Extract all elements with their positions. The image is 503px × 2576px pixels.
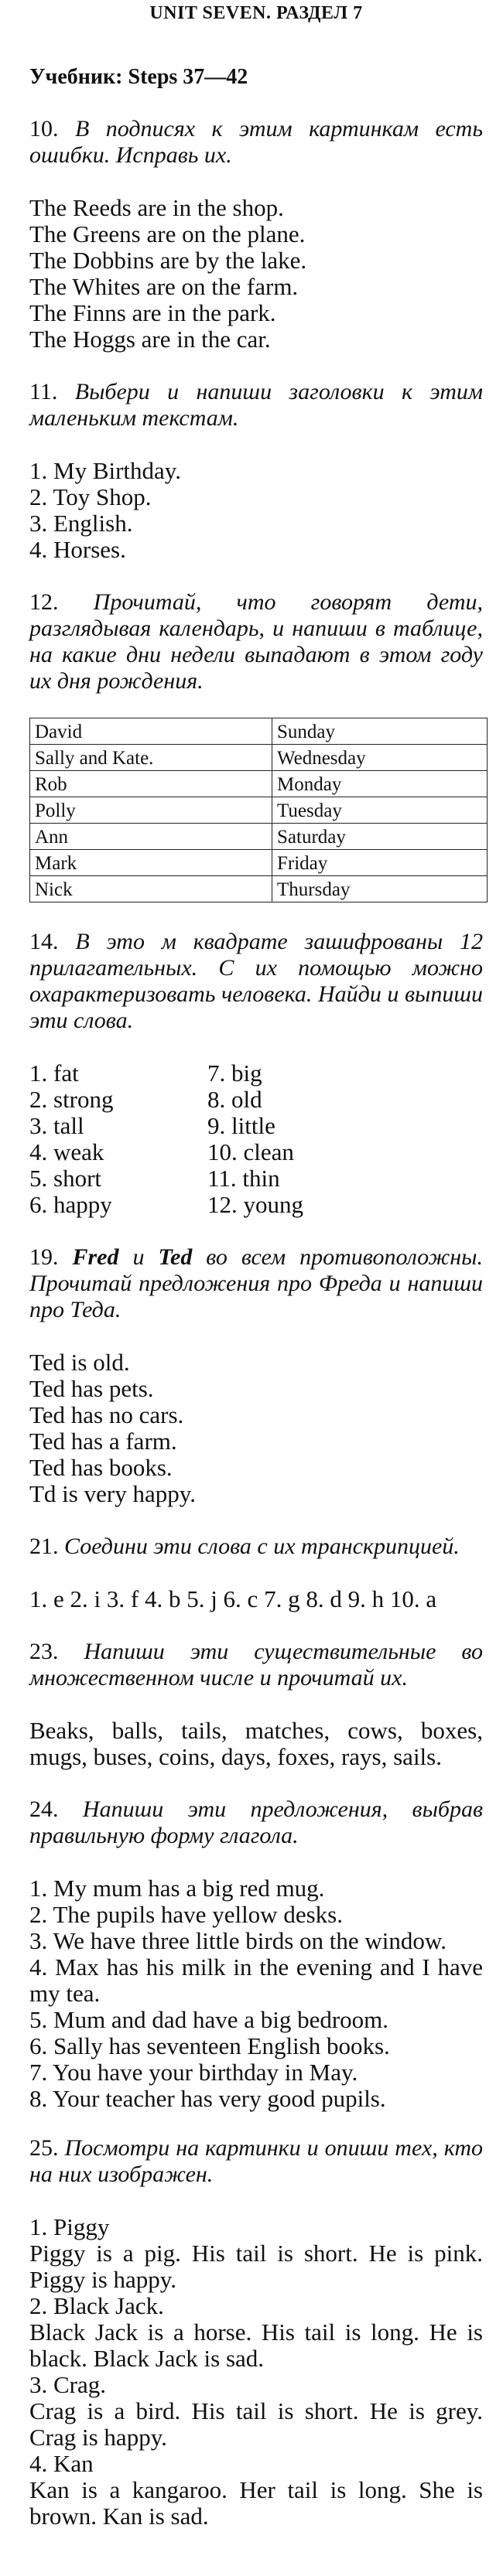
table-cell-day: Thursday <box>272 876 488 902</box>
exercise-19 <box>29 1244 483 1507</box>
exercise-23-answer: Beaks, balls, tails, matches, cows, boxes, mugs, buses, coins, days, foxes, rays, sails. <box>29 1717 483 1770</box>
table-cell-day: Saturday <box>272 824 488 850</box>
answer-line: Ted is old. <box>29 1349 130 1376</box>
answer-line: Piggy is a pig. His tail is short. He is pink. Piggy is happy. <box>29 2240 483 2293</box>
birthday-table <box>29 718 488 902</box>
answer-line: Kan is a kangaroo. Her tail is long. She is brown. Kan is sad. <box>29 2476 483 2530</box>
page-header: UNIT SEVEN. РАЗДЕЛ 7 <box>149 3 363 23</box>
table-row <box>30 824 488 850</box>
exercise-11 <box>29 379 483 563</box>
exercise-25 <box>29 2135 483 2530</box>
exercise-23 <box>29 1639 483 1770</box>
exercise-24 <box>29 1796 483 2112</box>
answer-line: The Whites are on the farm. <box>29 273 299 300</box>
answer-line: The Greens are on the plane. <box>29 220 306 247</box>
answer-line: 1. My Birthday. <box>29 457 182 484</box>
exercise-19-task: 19. Fred и Ted во всем противоположны. Прочитай предложения про Фреда и напиши про Теда. <box>29 1244 483 1322</box>
answer-line: 3. tall <box>29 1112 84 1139</box>
answer-line: 10. clean <box>207 1138 294 1165</box>
answer-line: 7. big <box>207 1059 262 1087</box>
table-cell-name: Polly <box>30 797 272 824</box>
exercise-21 <box>29 1534 483 1612</box>
exercise-24-answers <box>29 1875 483 2112</box>
answer-line: 1. fat <box>29 1059 79 1087</box>
textbook-steps-heading: Учебник: Steps 37—42 <box>29 65 248 89</box>
answer-line: The Finns are in the park. <box>29 299 276 326</box>
adjectives-column-left <box>29 1060 207 1218</box>
answer-line: 2. strong <box>29 1086 114 1113</box>
exercise-12 <box>29 589 483 902</box>
answer-line: 4. Kan <box>29 2450 94 2477</box>
table-cell-day: Tuesday <box>272 797 488 824</box>
answer-line: 7. You have your birthday in May. <box>29 2059 358 2086</box>
table-row <box>30 745 488 771</box>
table-row <box>30 771 488 797</box>
answer-line: Black Jack is a horse. His tail is long. He is black. Black Jack is sad. <box>29 2318 483 2372</box>
table-row <box>30 850 488 876</box>
table-cell-day: Wednesday <box>272 745 488 771</box>
exercise-10-task: 10. В подписях к этим картинкам есть ошибки. Исправь их. <box>29 116 483 168</box>
table-cell-day: Sunday <box>272 718 488 745</box>
table-cell-name: Nick <box>30 876 272 902</box>
table-cell-day: Monday <box>272 771 488 797</box>
answer-line: Crag is a bird. His tail is short. He is grey. Crag is happy. <box>29 2397 483 2451</box>
exercise-11-task: 11. Выбери и напиши заголовки к этим маленьким текстам. <box>29 379 484 431</box>
table-cell-day: Friday <box>272 850 488 876</box>
answer-line: 4. Horses. <box>29 536 126 563</box>
answer-line: 8. old <box>207 1086 262 1113</box>
table-cell-name: David <box>30 718 272 745</box>
answer-line: The Dobbins are by the lake. <box>29 247 307 274</box>
answer-line: 3. English. <box>29 510 133 537</box>
answer-line: 4. weak <box>29 1138 104 1165</box>
exercise-14 <box>29 929 483 1218</box>
answer-line: 2. The pupils have yellow desks. <box>29 1901 343 1928</box>
answer-line: Ted has pets. <box>29 1375 154 1402</box>
table-row <box>30 876 488 902</box>
exercise-25-answers <box>29 2214 483 2530</box>
answer-line: 1. My mum has a big red mug. <box>29 1875 325 1902</box>
table-row <box>30 797 488 824</box>
answer-line: 3. We have three little birds on the window. <box>29 1927 447 1954</box>
exercise-12-task: 12. Прочитай, что говорят дети, разглядывая календарь, и напиши в таблице, на какие дни недели выпадают в этом году их дня рождения. <box>29 589 483 694</box>
table-cell-name: Sally and Kate. <box>30 745 272 771</box>
table-cell-name: Ann <box>30 824 272 850</box>
exercise-10 <box>29 116 483 353</box>
answer-line: 4. Max has his milk in the evening and I have my tea. <box>29 1953 483 2007</box>
answer-line: Ted has a farm. <box>29 1428 177 1455</box>
answer-line: The Reeds are in the shop. <box>29 194 284 221</box>
answer-line: 11. thin <box>207 1165 280 1192</box>
exercise-14-task: 14. В это м квадрате зашифрованы 12 прилагательных. С их помощью можно охарактеризовать человека. Найди и выпиши эти слова. <box>29 929 483 1033</box>
exercise-24-task: 24. Напиши эти предложения, выбрав правильную форму глагола. <box>29 1796 484 1848</box>
exercise-21-answer: 1. e 2. i 3. f 4. b 5. j 6. c 7. g 8. d 9. h 10. a <box>29 1585 437 1612</box>
answer-line: 5. short <box>29 1165 101 1192</box>
exercise-25-task: 25. Посмотри на картинки и опиши тех, кто на них изображен. <box>29 2135 483 2187</box>
answer-line: 8. Your teacher has very good pupils. <box>29 2085 386 2112</box>
answer-line: 1. Piggy <box>29 2213 110 2240</box>
table-cell-name: Mark <box>30 850 272 876</box>
answer-line: 6. Sally has seventeen English books. <box>29 2032 390 2059</box>
exercise-23-task: 23. Напиши эти существительные во множественном числе и прочитай их. <box>29 1639 483 1691</box>
exercise-21-task: 21. Соедини эти слова с их транскрипцией. <box>29 1534 460 1559</box>
answer-line: 2. Black Jack. <box>29 2292 164 2319</box>
answer-line: 3. Crag. <box>29 2371 107 2398</box>
table-row <box>30 718 488 745</box>
table-cell-name: Rob <box>30 771 272 797</box>
answer-line: 12. young <box>207 1191 303 1218</box>
answer-line: The Hoggs are in the car. <box>29 326 271 353</box>
answer-line: 9. little <box>207 1112 275 1139</box>
exercise-10-answers <box>29 195 483 353</box>
answer-line: Td is very happy. <box>29 1480 196 1507</box>
answer-line: 2. Toy Shop. <box>29 483 152 510</box>
answer-line: Ted has books. <box>29 1454 173 1481</box>
exercise-19-answers <box>29 1349 483 1507</box>
adjectives-column-right <box>207 1060 440 1218</box>
answer-line: Ted has no cars. <box>29 1401 184 1428</box>
exercise-14-answers <box>29 1060 483 1218</box>
exercise-11-answers <box>29 458 483 563</box>
answer-line: 6. happy <box>29 1191 112 1218</box>
answer-line: 5. Mum and dad have a big bedroom. <box>29 2006 389 2033</box>
